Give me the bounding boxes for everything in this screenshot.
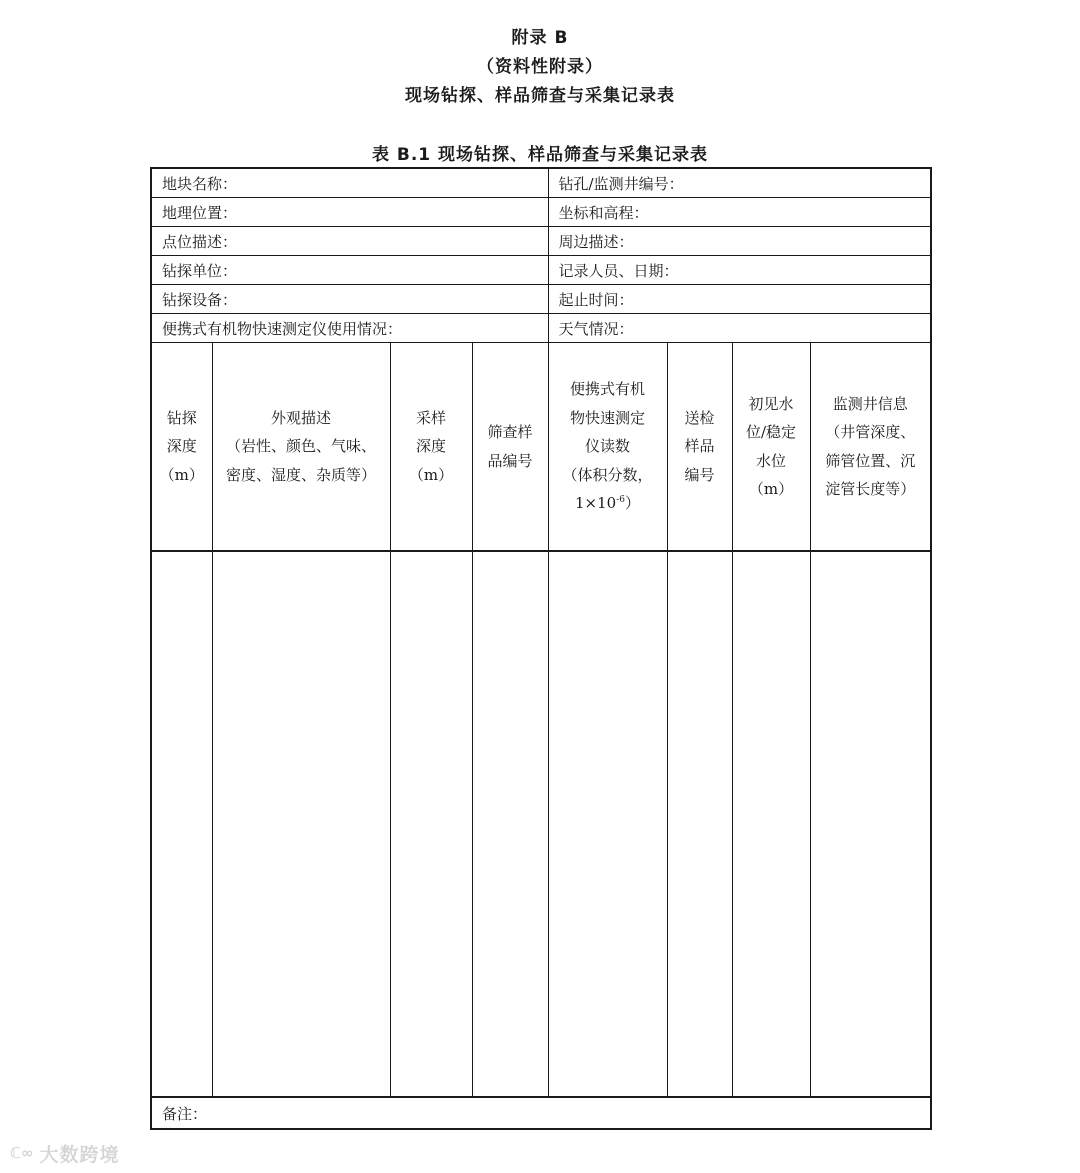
info-row bbox=[151, 285, 931, 314]
field-coordinates[interactable]: 坐标和高程： bbox=[548, 198, 931, 227]
field-pid-usage[interactable]: 便携式有机物快速测定仪使用情况： bbox=[151, 314, 548, 343]
field-recorder-date[interactable]: 记录人员、日期： bbox=[548, 256, 931, 285]
col-header-well-info: 监测井信息 （井管深度、 筛管位置、沉 淀管长度等） bbox=[810, 343, 931, 552]
cell-screening-sample-id[interactable] bbox=[472, 551, 548, 1097]
appendix-label: 附录 B bbox=[511, 28, 569, 48]
field-start-end-time[interactable]: 起止时间： bbox=[548, 285, 931, 314]
info-row bbox=[151, 198, 931, 227]
cell-well-info[interactable] bbox=[810, 551, 931, 1097]
col-header-screening-sample-id: 筛查样 品编号 bbox=[472, 343, 548, 552]
watermark-text: 大数跨境 bbox=[39, 1143, 120, 1166]
field-point-description[interactable]: 点位描述： bbox=[151, 227, 548, 256]
info-row bbox=[151, 227, 931, 256]
cell-drilling-depth[interactable] bbox=[151, 551, 212, 1097]
col-header-appearance: 外观描述 （岩性、颜色、气味、 密度、湿度、杂质等） bbox=[212, 343, 390, 552]
col-header-water-level: 初见水 位/稳定 水位 （m） bbox=[732, 343, 810, 552]
col-header-drilling-depth: 钻探 深度 （m） bbox=[151, 343, 212, 552]
column-header-row bbox=[151, 343, 931, 552]
col-header-pid-reading: 便携式有机 物快速测定 仪读数 （体积分数， $1\times 10^{-6}$） bbox=[548, 343, 667, 552]
pid-unit: $1\times 10^{-6}$） bbox=[575, 494, 641, 513]
field-weather[interactable]: 天气情况： bbox=[548, 314, 931, 343]
cell-lab-sample-id[interactable] bbox=[667, 551, 732, 1097]
field-surroundings[interactable]: 周边描述： bbox=[548, 227, 931, 256]
table-caption: 表 B.1 现场钻探、样品筛查与采集记录表 bbox=[371, 145, 709, 165]
col-header-sampling-depth: 采样 深度 （m） bbox=[390, 343, 472, 552]
data-entry-row bbox=[151, 551, 931, 1097]
info-row bbox=[151, 256, 931, 285]
field-drilling-equipment[interactable]: 钻探设备： bbox=[151, 285, 548, 314]
watermark bbox=[10, 1140, 120, 1166]
remarks-field[interactable]: 备注： bbox=[151, 1097, 931, 1129]
field-site-name[interactable]: 地块名称： bbox=[151, 168, 548, 198]
field-borehole-id[interactable]: 钻孔/监测井编号： bbox=[548, 168, 931, 198]
field-location[interactable]: 地理位置： bbox=[151, 198, 548, 227]
cell-water-level[interactable] bbox=[732, 551, 810, 1097]
info-row bbox=[151, 314, 931, 343]
appendix-title-block bbox=[0, 24, 1080, 111]
remarks-row bbox=[151, 1097, 931, 1129]
appendix-type: （资料性附录） bbox=[477, 57, 603, 77]
appendix-title: 现场钻探、样品筛查与采集记录表 bbox=[405, 86, 675, 106]
cell-appearance[interactable] bbox=[212, 551, 390, 1097]
info-row bbox=[151, 168, 931, 198]
watermark-logo-icon: ℂ∞ bbox=[10, 1144, 34, 1162]
cell-pid-reading[interactable] bbox=[548, 551, 667, 1097]
col-header-lab-sample-id: 送检 样品 编号 bbox=[667, 343, 732, 552]
cell-sampling-depth[interactable] bbox=[390, 551, 472, 1097]
field-drilling-unit[interactable]: 钻探单位： bbox=[151, 256, 548, 285]
record-form-table bbox=[150, 167, 932, 1130]
